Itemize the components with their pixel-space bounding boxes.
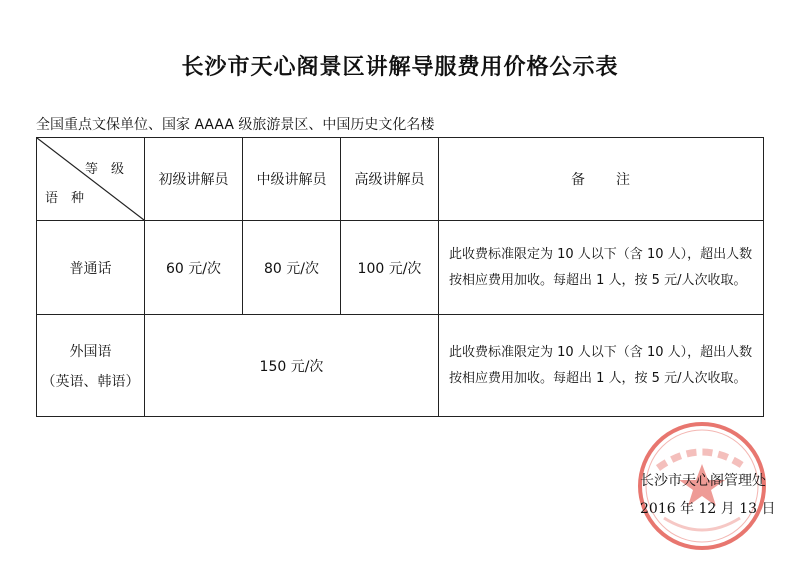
- language-mandarin: 普通话: [37, 221, 145, 315]
- table-header-row: [37, 138, 764, 221]
- remarks-line: 按相应费用加收。每超出 1 人，按 5 元/人次收取。: [449, 272, 747, 288]
- language-foreign-sub: （英语、韩语）: [41, 373, 140, 390]
- price-intermediate: 80 元/次: [243, 221, 341, 315]
- table-row: [37, 315, 764, 417]
- price-table: [36, 137, 764, 417]
- diagonal-header-cell: [37, 138, 145, 221]
- remarks-line: 按相应费用加收。每超出 1 人，按 5 元/人次收取。: [449, 370, 747, 386]
- remarks-cell: [439, 221, 764, 315]
- table-row: [37, 221, 764, 315]
- header-senior-guide: 高级讲解员: [341, 138, 439, 221]
- remarks-cell: [439, 315, 764, 417]
- document-title: 长沙市天心阁景区讲解导服费用价格公示表: [181, 54, 619, 80]
- header-language-label: 语 种: [45, 191, 85, 206]
- document-subtitle: 全国重点文保单位、国家 AAAA 级旅游景区、中国历史文化名楼: [36, 117, 435, 133]
- header-intermediate-guide: 中级讲解员: [243, 138, 341, 221]
- language-foreign: [37, 315, 145, 417]
- header-junior-guide: 初级讲解员: [145, 138, 243, 221]
- price-senior: 100 元/次: [341, 221, 439, 315]
- price-foreign-all-levels: 150 元/次: [145, 315, 439, 417]
- remarks-line: 此收费标准限定为 10 人以下（含 10 人），超出人数: [449, 246, 753, 262]
- header-remarks: 备 注: [439, 138, 764, 221]
- issuing-organization: 长沙市天心阁管理处: [640, 473, 766, 489]
- header-level-label: 等 级: [84, 162, 124, 177]
- issue-date: 2016 年 12 月 13 日: [640, 501, 776, 517]
- diagonal-line: [37, 138, 144, 220]
- price-junior: 60 元/次: [145, 221, 243, 315]
- remarks-line: 此收费标准限定为 10 人以下（含 10 人），超出人数: [449, 344, 753, 360]
- language-foreign-label: 外国语: [69, 343, 112, 360]
